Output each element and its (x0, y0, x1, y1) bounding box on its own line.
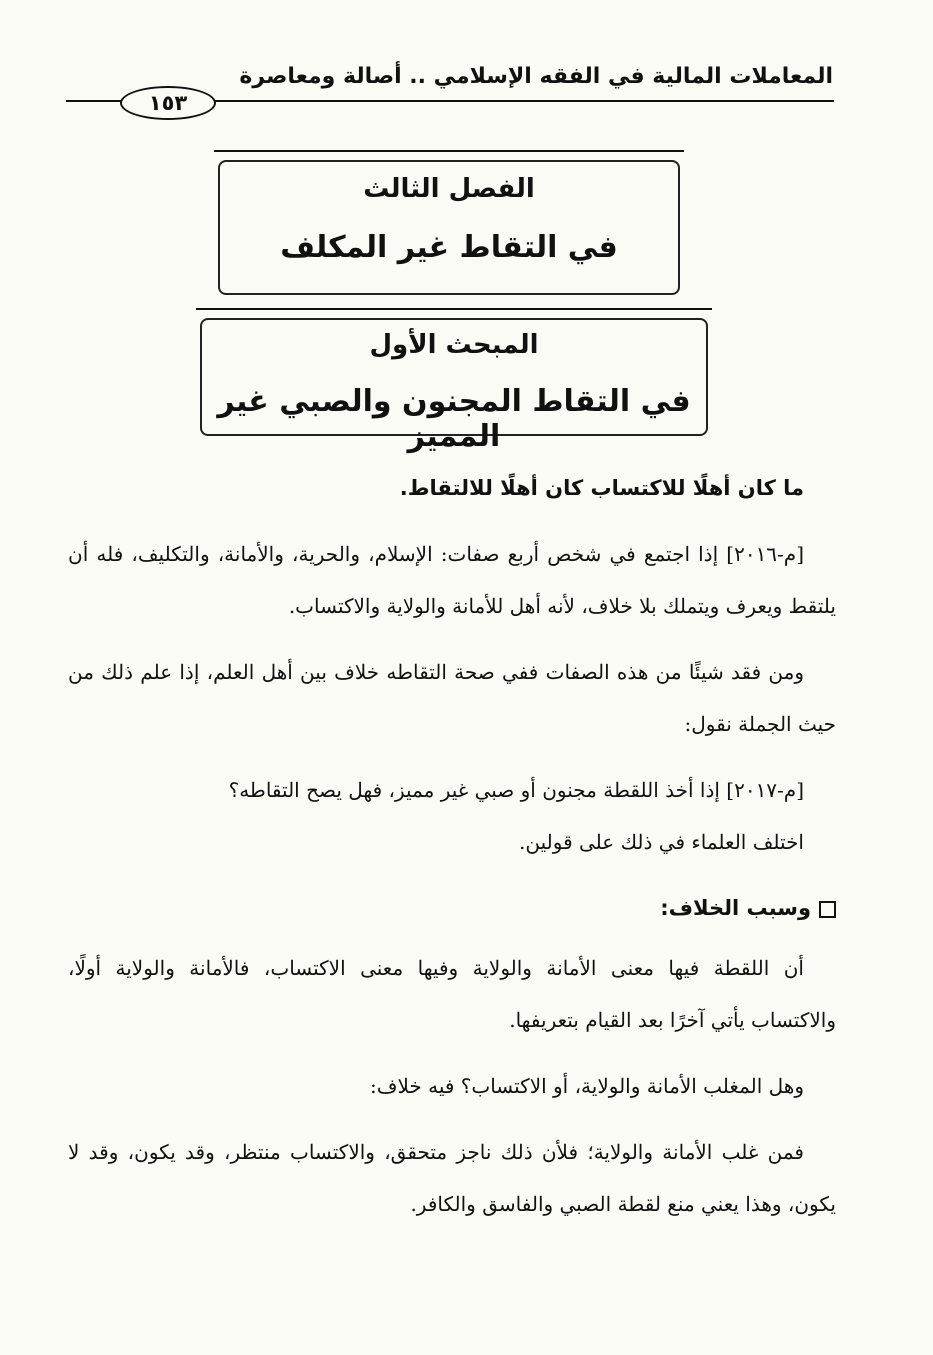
paragraph-reason: أن اللقطة فيها معنى الأمانة والولاية وفيها معنى الاكتساب، فالأمانة والولاية أولًا، والاكتساب يأتي آخرًا بعد القيام بتعريفها. (68, 956, 836, 1032)
chapter-number: الفصل الثالث (363, 174, 535, 204)
body-text (68, 462, 836, 1244)
paragraph-rule: ما كان أهلًا للاكتساب كان أهلًا للالتقاط. (399, 476, 804, 500)
square-bullet-icon (819, 901, 836, 918)
page-number: ١٥٣ (120, 86, 216, 120)
paragraph-intro: ومن فقد شيئًا من هذه الصفات ففي صحة التقاطه خلاف بين أهل العلم، إذا علم ذلك من حيث الجملة نقول: (68, 660, 836, 736)
section-title-box (196, 308, 712, 454)
subheading-reason-label: وسبب الخلاف: (660, 896, 811, 920)
section-top-rule (196, 308, 712, 310)
subheading-reason (68, 882, 836, 934)
section-number: المبحث الأول (369, 330, 539, 360)
paragraph-first-view: فمن غلب الأمانة والولاية؛ فلأن ذلك ناجز متحقق، والاكتساب منتظر، وقد يكون، وقد لا يكون، وهذا يعني منع لقطة الصبي والفاسق والكافر. (68, 1140, 836, 1216)
chapter-title-box (214, 150, 684, 295)
chapter-title: في التقاط غير المكلف (280, 230, 618, 265)
paragraph-question: وهل المغلب الأمانة والولاية، أو الاكتساب؟ فيه خلاف: (369, 1074, 804, 1098)
paragraph-two-opinions: اختلف العلماء في ذلك على قولين. (519, 830, 804, 854)
paragraph-issue-2017: [م-٢٠١٧] إذا أخذ اللقطة مجنون أو صبي غير مميز، فهل يصح التقاطه؟ (228, 778, 804, 802)
running-header-title: المعاملات المالية في الفقه الإسلامي .. أصالة ومعاصرة (239, 64, 833, 89)
paragraph-issue-2016: [م-٢٠١٦] إذا اجتمع في شخص أربع صفات: الإسلام، والحرية، والأمانة، والتكليف، فله أن يلتقط ويعرف ويتملك بلا خلاف، لأنه أهل للأمانة والولاية والاكتساب. (68, 542, 836, 618)
chapter-top-rule (214, 150, 684, 152)
section-title: في التقاط المجنون والصبي غير المميز (217, 384, 691, 454)
